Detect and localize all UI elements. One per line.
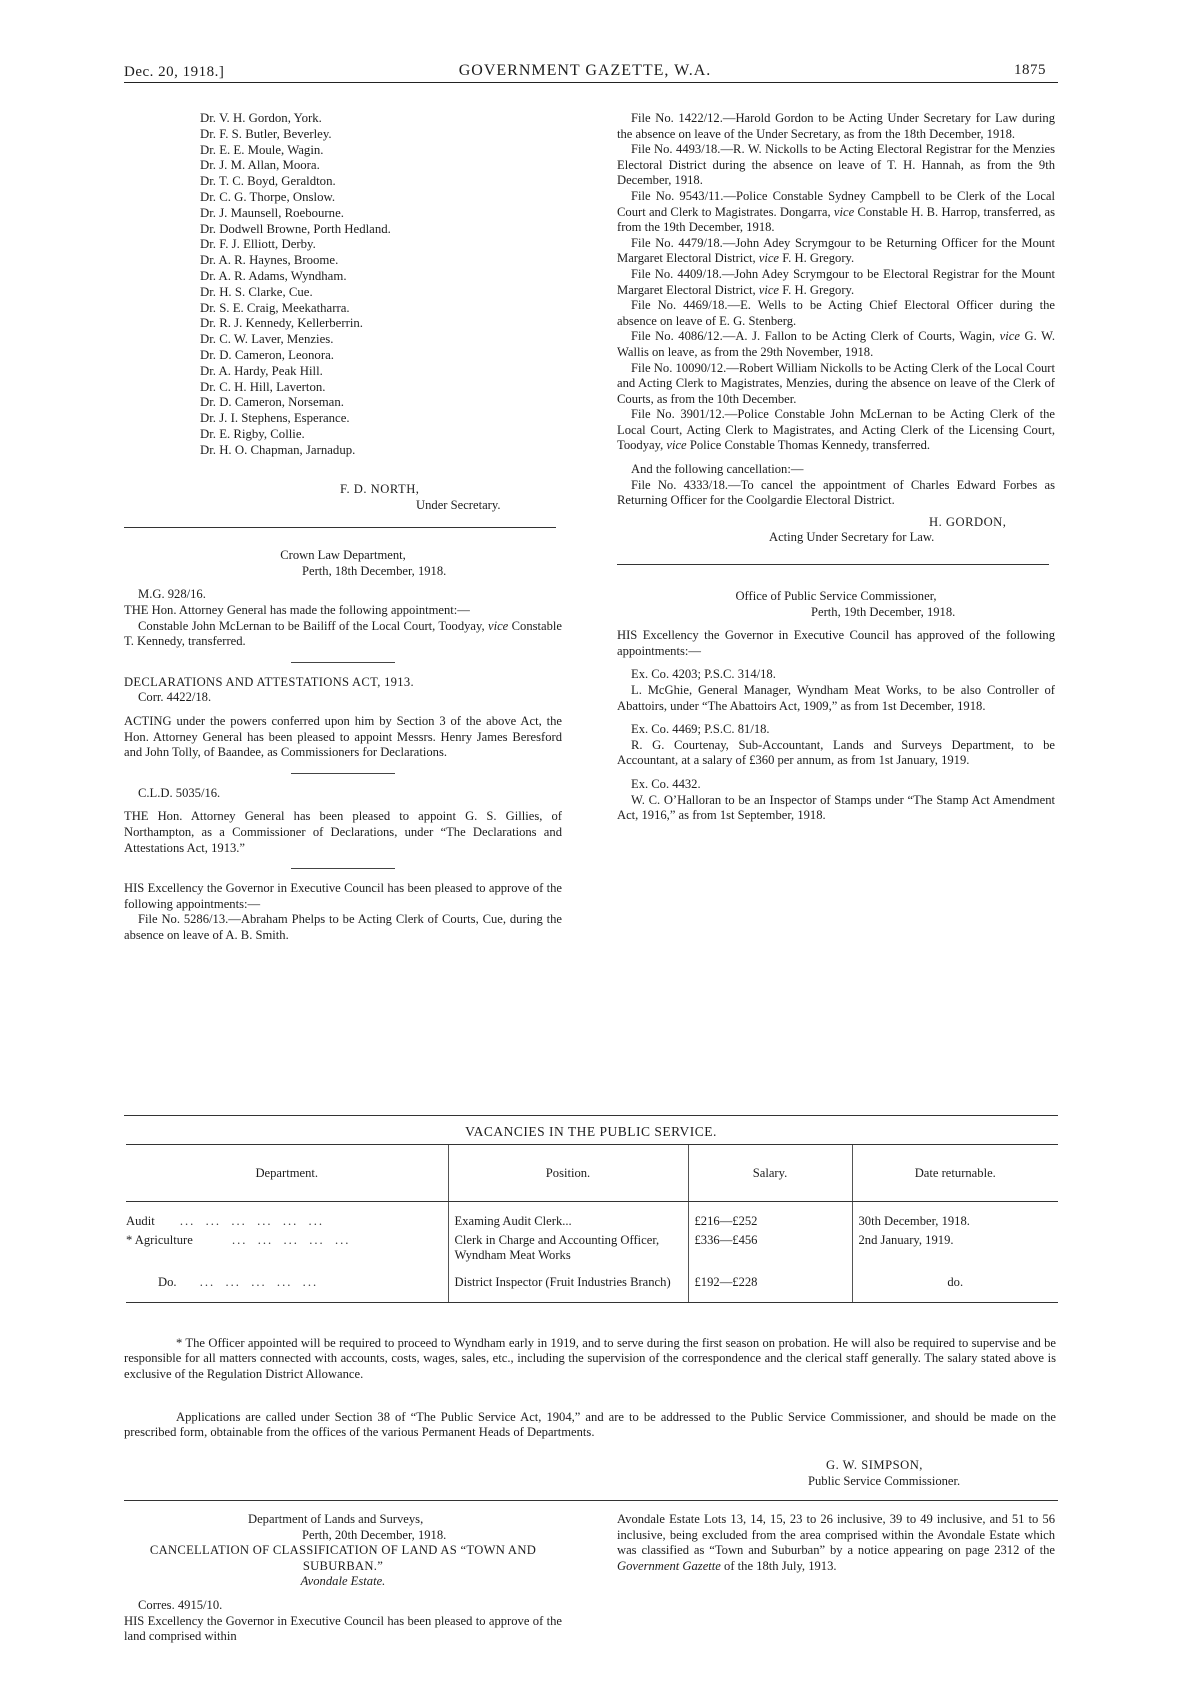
leader-dots: ... ... ... ... ...: [231, 1233, 351, 1247]
lands-body-left: HIS Excellency the Governor in Executive Council has been pleased to approve of the land comprised within: [124, 1613, 562, 1644]
item-text: File No. 3901/12.—Police Constable John McLernan to be Acting Clerk of the Local Court, Acting Clerk to Magistrates, and Acting Clerk of the Licensing Court, Toodyay,: [617, 407, 1055, 453]
lands-right-column: [617, 1512, 1055, 1574]
psc-intro: HIS Excellency the Governor in Executive Council has approved of the following appointments:—: [617, 628, 1055, 658]
simpson-signature-name: G. W. SIMPSON,: [826, 1458, 923, 1472]
doctor-entry: Dr. E. Rigby, Collie.: [200, 426, 305, 441]
table-header-row: [126, 1145, 1058, 1202]
psc-ref-3: Ex. Co. 4432.: [631, 776, 701, 791]
appointment-item: File No. 4493/18.—R. W. Nickolls to be Acting Electoral Registrar for the Menzies Electoral District during the absence on leave of T. H. Hannah, as from the 9th December, 1918.: [617, 142, 1055, 188]
doctor-entry: Dr. A. Hardy, Peak Hill.: [200, 363, 323, 378]
header-title: GOVERNMENT GAZETTE, W.A.: [458, 62, 712, 79]
vacancies-title: VACANCIES IN THE PUBLIC SERVICE.: [465, 1124, 717, 1139]
doctor-entry: Dr. C. W. Laver, Menzies.: [200, 332, 334, 347]
short-rule: [291, 773, 395, 774]
gordon-signature-title: Acting Under Secretary for Law.: [769, 530, 935, 545]
north-signature-name: F. D. NORTH,: [340, 482, 420, 496]
header-page-number: 1875: [1014, 62, 1046, 78]
header-date: Dec. 20, 1918.]: [124, 64, 225, 80]
doctor-entry: Dr. D. Cameron, Norseman.: [200, 395, 344, 410]
doctor-entry: Dr. E. E. Moule, Wagin.: [200, 142, 324, 157]
cancellation-body: File No. 4333/18.—To cancel the appointment of Charles Edward Forbes as Returning Officer for the Coolgardie Electoral District.: [617, 477, 1055, 508]
declarations-heading: DECLARATIONS AND ATTESTATIONS ACT, 1913.: [124, 674, 414, 689]
appointment-item: [617, 329, 1055, 360]
table-row: [126, 1202, 1058, 1232]
department-cell: [126, 1202, 448, 1232]
short-rule: [291, 662, 395, 663]
vice-text: vice: [833, 204, 855, 219]
vacancies-applications: Applications are called under Section 38 of “The Public Service Act, 1904,” and are to be addressed to the Public Service Commissioner, and should be made on the prescribed form, obtainable from the offices of the various Permanent Heads of Departments.: [124, 1410, 1056, 1440]
psc-date: Perth, 19th December, 1918.: [811, 604, 956, 619]
right-column: [617, 111, 1055, 824]
exec-council-intro: HIS Excellency the Governor in Executive Council has been pleased to approve of the following appointments:—: [124, 881, 562, 911]
item-text: F. H. Gregory.: [782, 282, 855, 297]
vice-text: vice: [758, 282, 780, 297]
appointment-item: [617, 236, 1055, 267]
salary-cell: £336—£456: [688, 1231, 852, 1265]
item-text: File No. 4409/18.—John Adey Scrymgour to be Electoral Registrar for the Mount Margaret Electoral District,: [617, 266, 1055, 297]
date-cell: do.: [852, 1265, 1058, 1303]
simpson-signature: [808, 1458, 1068, 1489]
declarations-ref-2: C.L.D. 5035/16.: [138, 785, 221, 800]
salary-cell: £192—£228: [688, 1265, 852, 1303]
doctor-entry: Dr. J. I. Stephens, Esperance.: [200, 411, 350, 426]
item-text: Constable H. B. Harrop, transferred, as from the 19th December, 1918.: [617, 204, 1055, 235]
doctor-entry: Dr. T. C. Boyd, Geraldton.: [200, 174, 336, 189]
doctor-entry: Dr. H. S. Clarke, Cue.: [200, 284, 313, 299]
lands-subheading: Avondale Estate.: [300, 1574, 386, 1589]
vice-text: vice: [999, 329, 1020, 344]
vice-text: vice: [666, 438, 687, 453]
exec-council-item: File No. 5286/13.—Abraham Phelps to be Acting Clerk of Courts, Cue, during the absence on leave of A. B. Smith.: [124, 912, 562, 942]
department-text: * Agriculture: [126, 1233, 193, 1247]
vice-text: vice: [758, 251, 780, 266]
lands-date: Perth, 20th December, 1918.: [302, 1527, 447, 1542]
appointment-item: [617, 189, 1055, 236]
doctor-entry: Dr. C. H. Hill, Laverton.: [200, 379, 326, 394]
section-rule: [617, 564, 1049, 565]
header-date-returnable: Date returnable.: [852, 1145, 1058, 1202]
item-text: Police Constable Thomas Kennedy, transferred.: [689, 438, 931, 453]
declarations-body: ACTING under the powers conferred upon him by Section 3 of the above Act, the Hon. Attorney General has been pleased to appoint Messrs. Henry James Beresford and John Tolly, of Baandee, as Commissioners for Declarations.: [124, 713, 562, 760]
crown-law-body-2: Constable T. Kennedy, transferred.: [124, 618, 562, 649]
crown-law-ref: M.G. 928/16.: [138, 587, 206, 602]
leader-dots: ... ... ... ... ...: [199, 1275, 319, 1289]
item-text: File No. 9543/11.—Police Constable Sydney Campbell to be Clerk of the Local Court and Clerk to Magistrates. Dongarra,: [617, 188, 1055, 219]
lands-body-text: of the 18th July, 1913.: [724, 1558, 837, 1573]
lands-left-column: [124, 1512, 562, 1645]
crown-law-appointment: [124, 619, 562, 650]
appointment-item: [617, 267, 1055, 298]
appointment-item: [617, 407, 1055, 454]
leader-dots: ... ... ... ... ... ...: [179, 1214, 324, 1228]
table-row: [126, 1231, 1058, 1265]
item-text: File No. 4479/18.—John Adey Scrymgour to be Returning Officer for the Mount Margaret Electoral District,: [617, 235, 1055, 266]
header-department: Department.: [126, 1145, 448, 1202]
position-cell: Clerk in Charge and Accounting Officer, Wyndham Meat Works: [448, 1231, 688, 1265]
vice-text: vice: [488, 618, 509, 633]
section-rule: [124, 1500, 1058, 1501]
header-position: Position.: [448, 1145, 688, 1202]
header-salary: Salary.: [688, 1145, 852, 1202]
doctor-entry: Dr. A. R. Haynes, Broome.: [200, 253, 339, 268]
north-signature-title: Under Secretary.: [416, 497, 501, 512]
left-column: [124, 482, 562, 943]
simpson-signature-title: Public Service Commissioner.: [808, 1473, 961, 1488]
item-text: F. H. Gregory.: [782, 251, 855, 266]
position-cell: District Inspector (Fruit Industries Branch): [448, 1265, 688, 1303]
department-cell: [126, 1265, 448, 1303]
psc-ref-1: Ex. Co. 4203; P.S.C. 314/18.: [631, 667, 776, 682]
gordon-signature-name: H. GORDON,: [929, 514, 1007, 529]
vacancies-table: [126, 1144, 1058, 1303]
doctor-entry: Dr. C. G. Thorpe, Onslow.: [200, 189, 336, 204]
vacancies-footnote: * The Officer appointed will be required to proceed to Wyndham early in 1919, and to serve during the first season on probation. He will also be required to supervise and be responsible for all matters connected with accounts, costs, wages, sales, etc., including the supervision of the correspondence and the clerical staff generally. The salary stated above is exclusive of the Regulation District Allowance.: [124, 1336, 1056, 1381]
appointment-item: File No. 1422/12.—Harold Gordon to be Acting Under Secretary for Law during the absence on leave of the Under Secretary, as from the 18th December, 1918.: [617, 111, 1055, 141]
lands-heading: CANCELLATION OF CLASSIFICATION OF LAND AS “TOWN AND SUBURBAN.”: [149, 1543, 537, 1573]
declarations-ref: Corr. 4422/18.: [138, 690, 212, 705]
crown-law-intro: THE Hon. Attorney General has made the following appointment:—: [124, 602, 470, 617]
cancellation-intro: And the following cancellation:—: [631, 462, 804, 477]
lands-body-text: Avondale Estate Lots 13, 14, 15, 23 to 26 inclusive, 39 to 49 inclusive, and 51 to 56 inclusive, being excluded from the area comprised within the Avondale Estate which was classified as “Town and Suburban” by a notice appearing on page 2312 of the: [617, 1512, 1055, 1558]
doctor-entry: Dr. V. H. Gordon, York.: [200, 111, 322, 125]
date-cell: 30th December, 1918.: [852, 1202, 1058, 1232]
doctor-entry: Dr. A. R. Adams, Wyndham.: [200, 268, 347, 283]
psc-body-3: W. C. O’Halloran to be an Inspector of Stamps under “The Stamp Act Amendment Act, 1916,” as from 1st September, 1918.: [617, 792, 1055, 823]
section-rule: [124, 527, 556, 528]
department-text: Do.: [158, 1275, 177, 1289]
gazette-name: Government Gazette: [617, 1558, 721, 1573]
doctor-entry: Dr. F. S. Butler, Beverley.: [200, 126, 332, 141]
section-rule: [124, 1115, 1058, 1116]
doctor-entry: Dr. F. J. Elliott, Derby.: [200, 237, 316, 252]
lands-ref: Corres. 4915/10.: [138, 1597, 223, 1612]
appointment-item: File No. 10090/12.—Robert William Nickolls to be Acting Clerk of the Local Court and Acting Clerk to Magistrates, Menzies, during the absence on leave of the Clerk of Courts, as from the 10th December.: [617, 360, 1055, 406]
appointment-item: File No. 4469/18.—E. Wells to be Acting Chief Electoral Officer during the absence on leave of E. G. Stenberg.: [617, 298, 1055, 328]
doctor-entry: Dr. J. M. Allan, Moora.: [200, 158, 320, 173]
crown-law-body-1: Constable John McLernan to be Bailiff of the Local Court, Toodyay,: [138, 618, 485, 633]
doctor-entry: Dr. S. E. Craig, Meekatharra.: [200, 300, 350, 315]
psc-ref-2: Ex. Co. 4469; P.S.C. 81/18.: [631, 722, 770, 737]
salary-cell: £216—£252: [688, 1202, 852, 1232]
item-text: File No. 4086/12.—A. J. Fallon to be Acting Clerk of Courts, Wagin,: [631, 329, 996, 344]
doctor-entry: Dr. J. Maunsell, Roebourne.: [200, 205, 344, 220]
date-cell: 2nd January, 1919.: [852, 1231, 1058, 1265]
psc-body-1: L. McGhie, General Manager, Wyndham Meat Works, to be also Controller of Abattoirs, under “The Abattoirs Act, 1909,” as from 1st December, 1918.: [617, 683, 1055, 713]
doctor-entry: Dr. D. Cameron, Leonora.: [200, 347, 334, 362]
doctor-entry: Dr. Dodwell Browne, Porth Hedland.: [200, 221, 391, 236]
psc-office: Office of Public Service Commissioner,: [735, 589, 937, 604]
crown-law-dept: Crown Law Department,: [280, 548, 406, 563]
declarations-body-2: THE Hon. Attorney General has been pleased to appoint G. S. Gillies, of Northampton, as a Commissioner of Declarations, under “The Declarations and Attestations Act, 1913.”: [124, 809, 562, 855]
header-rule: [124, 82, 1058, 83]
doctor-entry: Dr. H. O. Chapman, Jarnadup.: [200, 442, 356, 457]
doctors-list: [200, 111, 391, 459]
psc-body-2: R. G. Courtenay, Sub-Accountant, Lands and Surveys Department, to be Accountant, at a salary of £360 per annum, as from 1st January, 1919.: [617, 737, 1055, 768]
lands-dept: Department of Lands and Surveys,: [248, 1512, 424, 1526]
department-cell: [126, 1231, 448, 1265]
department-text: Audit: [126, 1214, 155, 1228]
doctor-entry: Dr. R. J. Kennedy, Kellerberrin.: [200, 316, 363, 331]
short-rule: [291, 868, 395, 869]
position-cell: Examing Audit Clerk...: [448, 1202, 688, 1232]
lands-body-right: [617, 1512, 1055, 1574]
item-text: G. W. Wallis on leave, as from the 29th November, 1918.: [617, 329, 1055, 359]
crown-law-date: Perth, 18th December, 1918.: [302, 563, 447, 578]
table-row: [126, 1265, 1058, 1303]
